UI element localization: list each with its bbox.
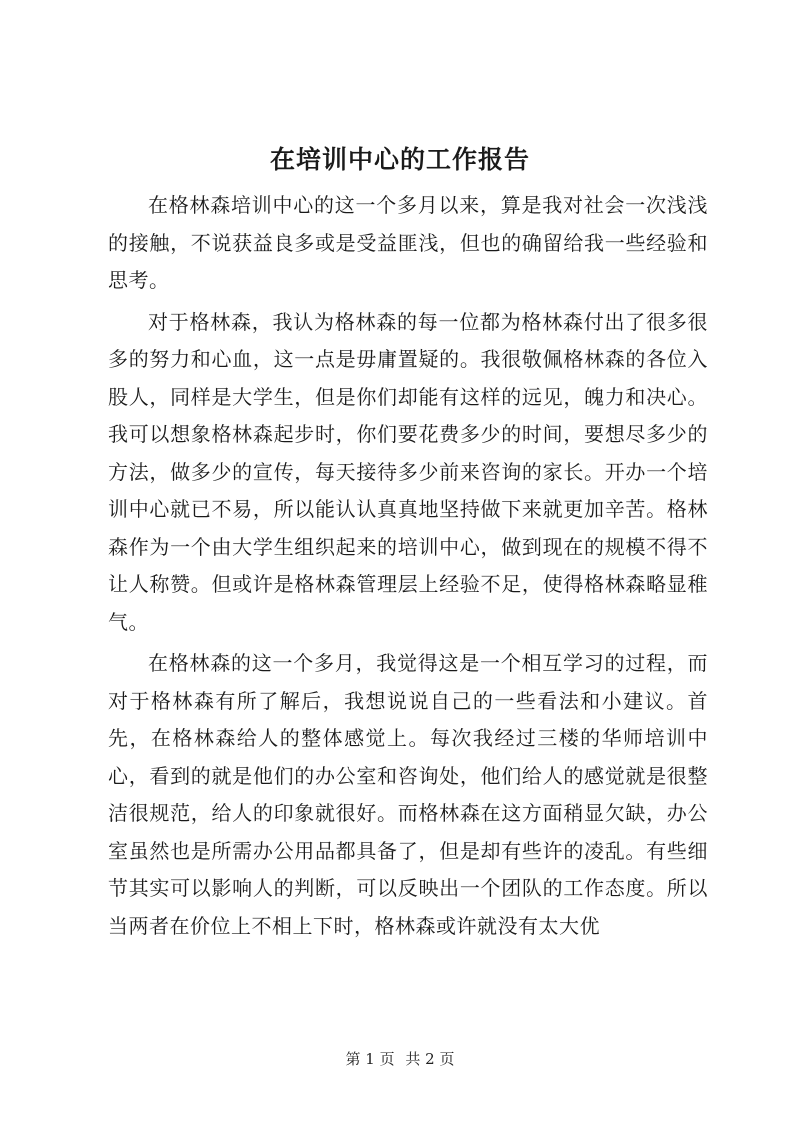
paragraph-2: 对于格林森，我认为格林森的每一位都为格林森付出了很多很多的努力和心血，这一点是毋庸置疑的。我很敬佩格林森的各位入股人，同样是大学生，但是你们却能有这样的远见，魄力和决心。我可以想象格林森起步时，你们要花费多少的时间，要想尽多少的方法，做多少的宣传，每天接待多少前来咨询的家长。开办一个培训中心就已不易，所以能认认真真地坚持做下来就更加辛苦。格林森作为一个由大学生组织起来的培训中心，做到现在的规模不得不让人称赞。但或许是格林森管理层上经验不足，使得格林森略显稚气。: [108, 309, 708, 634]
document-body: [108, 187, 708, 949]
page-total: 共 2 页: [405, 1050, 455, 1068]
document-title: 在培训中心的工作报告: [269, 145, 530, 174]
paragraph-3: 在格林森的这一个多月，我觉得这是一个相互学习的过程，而对于格林森有所了解后，我想说说自己的一些看法和小建议。首先，在格林森给人的整体感觉上。每次我经过三楼的华师培训中心，看到的就是他们的办公室和咨询处，他们给人的感觉就是很整洁很规范，给人的印象就很好。而格林森在这方面稍显欠缺，办公室虽然也是所需办公用品都具备了，但是却有些许的凌乱。有些细节其实可以影响人的判断，可以反映出一个团队的工作态度。所以当两者在价位上不相上下时，格林森或许就没有太大优: [108, 651, 708, 938]
paragraph-1: 在格林森培训中心的这一个多月以来，算是我对社会一次浅浅的接触，不说获益良多或是受益匪浅，但也的确留给我一些经验和思考。: [108, 193, 708, 292]
page-footer: [0, 1048, 800, 1069]
page-number: 第 1 页: [345, 1050, 395, 1068]
